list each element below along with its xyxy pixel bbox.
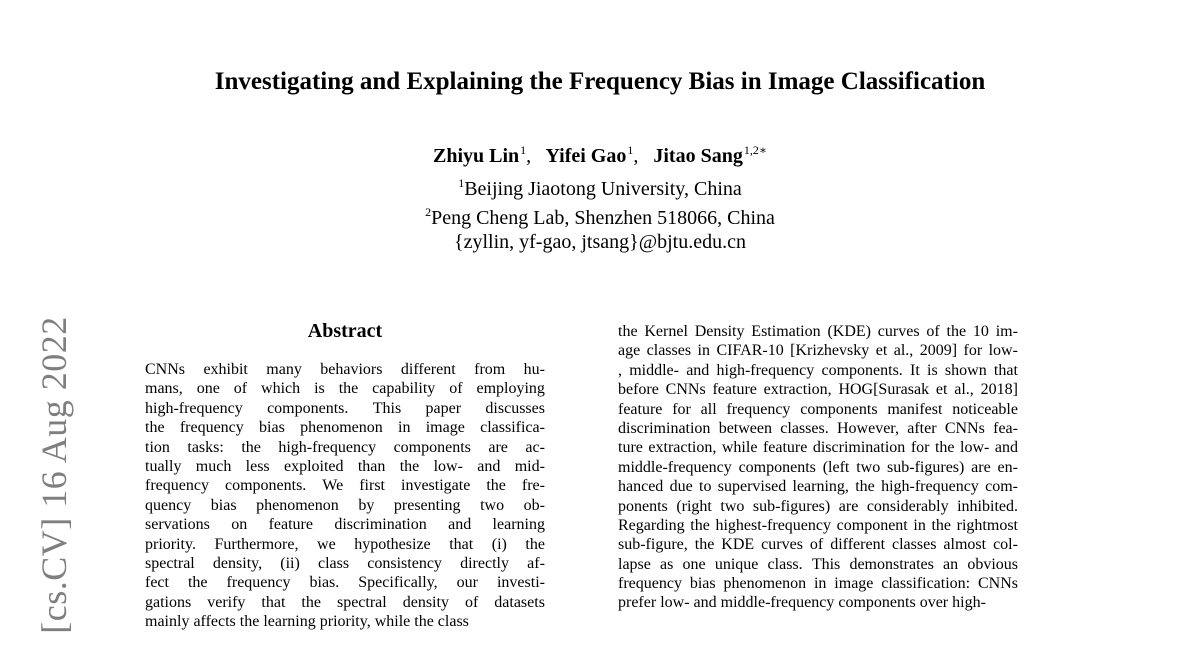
author-emails: {zyllin, yf-gao, jtsang}@bjtu.edu.cn (453, 231, 746, 253)
text-line: CNNs exhibit many behaviors different from hu- (145, 361, 545, 378)
affiliation-text: Peng Cheng Lab, Shenzhen 518066, China (431, 207, 775, 229)
text-line: middle-frequency components (left two sub-figures) are en- (618, 458, 1018, 476)
text-line: lapse as one unique class. This demonstrates an obvious (618, 555, 1018, 573)
text-line: the frequency bias phenomenon in image classifica- (145, 419, 545, 437)
affiliation-line (0, 199, 1200, 231)
affiliation-line (0, 170, 1200, 202)
paper-title: Investigating and Explaining the Frequency Bias in Image Classification (214, 68, 986, 95)
author-separator: , (526, 145, 532, 167)
text-line: age classes in CIFAR-10 [Krizhevsky et al., 2009] for low- (618, 342, 1018, 360)
text-line: ture extraction, while feature discrimination for the low- and (618, 439, 1018, 457)
text-line: priority. Furthermore, we hypothesize that (i) the (145, 535, 545, 553)
author-name: Yifei Gao (545, 145, 627, 167)
text-line: before CNNs feature extraction, HOG[Surasak et al., 2018] (618, 381, 1018, 399)
text-line: fect the frequency bias. Specifically, our investi- (145, 574, 545, 592)
affiliation-mark: 1 (458, 176, 465, 190)
affiliation-text: Beijing Jiaotong University, China (464, 178, 742, 200)
text-line: hanced due to supervised learning, the high-frequency com- (618, 478, 1018, 496)
author-affiliation-mark: 1,2∗ (743, 143, 767, 157)
text-line: mainly affects the learning priority, while the class (145, 613, 469, 631)
text-line: frequency bias phenomenon in image classification: CNNs (618, 575, 1018, 593)
affiliation-mark: 2 (425, 205, 432, 219)
text-line: gations verify that the spectral density of datasets (145, 593, 545, 611)
text-line: tion tasks: the high-frequency components are ac- (145, 438, 545, 456)
author-name: Zhiyu Lin (433, 145, 520, 167)
text-line: quency bias phenomenon by presenting two ob- (145, 496, 545, 514)
arxiv-stamp: [cs.CV] 16 Aug 2022 (34, 316, 74, 634)
text-line: frequency components. We first investigate the fre- (145, 477, 545, 495)
abstract-heading: Abstract (307, 320, 383, 342)
text-line: prefer low- and middle-frequency components over high- (618, 594, 986, 612)
author-separator: , (633, 145, 639, 167)
text-line: Regarding the highest-frequency component in the rightmost (618, 516, 1018, 534)
text-line: sub-figure, the KDE curves of different classes almost col- (618, 536, 1018, 554)
text-line: the Kernel Density Estimation (KDE) curves of the 10 im- (618, 323, 1018, 340)
right-column-body (618, 322, 1018, 613)
author-affiliation-mark: 1 (520, 143, 527, 157)
author-name: Jitao Sang (653, 145, 743, 167)
abstract-body (145, 360, 545, 631)
author-affiliation-mark: 1 (627, 143, 634, 157)
text-line: ponents (right two sub-figures) are considerably inhibited. (618, 497, 1018, 515)
author-list (0, 137, 1200, 169)
text-line: tually much less exploited than the low- and mid- (145, 457, 545, 475)
text-line: discrimination between classes. However, after CNNs fea- (618, 419, 1018, 437)
text-line: spectral density, (ii) class consistency directly af- (145, 554, 545, 572)
text-line: , middle- and high-frequency components. It is shown that (618, 361, 1018, 379)
text-line: feature for all frequency components manifest noticeable (618, 400, 1018, 418)
text-line: mans, one of which is the capability of employing (145, 380, 545, 398)
text-line: high-frequency components. This paper discusses (145, 399, 545, 417)
text-line: servations on feature discrimination and learning (145, 516, 545, 534)
